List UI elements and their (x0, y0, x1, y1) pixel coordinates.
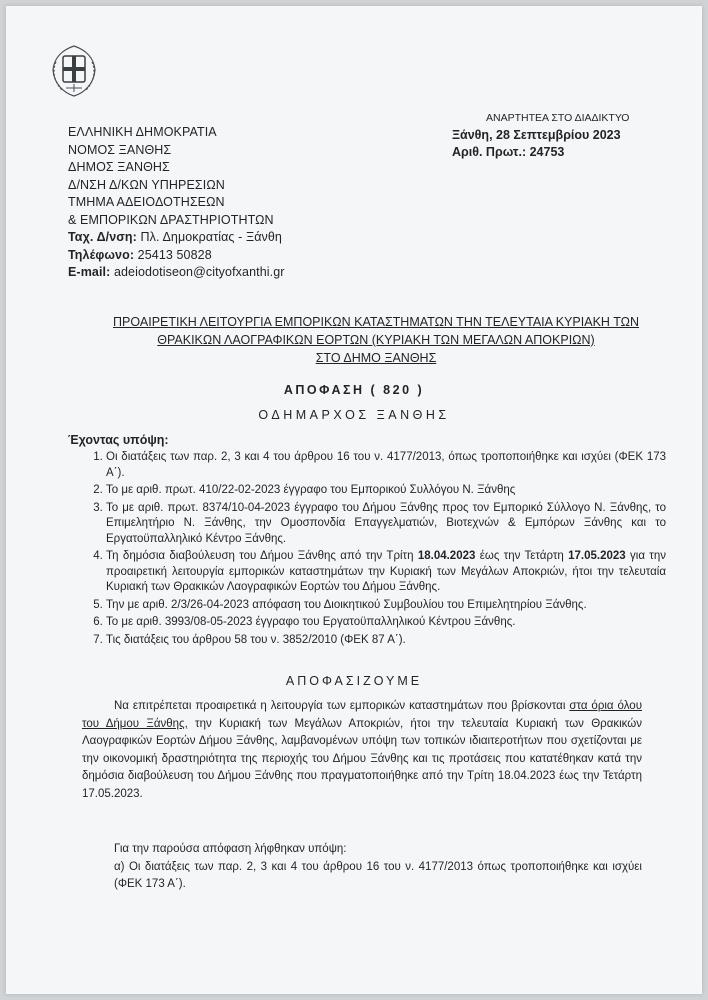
address-label: Ταχ. Δ/νση: (68, 230, 137, 244)
list-item: 6. Το με αριθ. 3993/08-05-2023 έγγραφο του Εργατοϋπαλληλικού Κέντρου Ξάνθης. (106, 615, 666, 631)
protocol-number: Αριθ. Πρωτ.: 24753 (452, 145, 565, 159)
paragraph-text: Να επιτρέπεται προαιρετικά η λειτουργία των εμπορικών καταστημάτων που βρίσκονται (114, 700, 570, 712)
list-item: 2. Το με αριθ. πρωτ. 410/22-02-2023 έγγραφο του Εμπορικού Συλλόγου Ν. Ξάνθης (106, 483, 666, 499)
title-line: ΘΡΑΚΙΚΩΝ ΛΑΟΓΡΑΦΙΚΩΝ ΕΟΡΤΩΝ (ΚΥΡΙΑΚΗ ΤΩΝ ΜΕΓΑΛΩΝ ΑΠΟΚΡΙΩΝ) (157, 333, 595, 347)
item-text: έως την Τετάρτη (475, 550, 569, 562)
address-value: Πλ. Δημοκρατίας - Ξάνθη (140, 230, 282, 244)
item-date-bold: 17.05.2023 (568, 550, 626, 562)
posted-note: ΑΝΑΡΤΗΤΕΑ ΣΤΟ ΔΙΑΔΙΚΤΥΟ (486, 112, 630, 124)
item-date-bold: 18.04.2023 (417, 550, 476, 562)
list-item: 1. Οι διατάξεις των παρ. 2, 3 και 4 του άρθρου 16 του ν. 4177/2013, όπως τροποποιήθηκε και ισχύει (ΦΕΚ 173 Α΄). (106, 450, 666, 481)
item-text: για την προαιρετική λειτουργία εμπορικών καταστημάτων την Κυριακή των Μεγάλων Αποκριών, ήτοι την τελευταία Κυριακή των Θρακικών Λαογραφικών Εορτών του Δήμου Ξάνθης. (106, 550, 666, 593)
greek-coat-of-arms-icon (44, 40, 104, 100)
issuer-line: & ΕΜΠΟΡΙΚΩΝ ΔΡΑΣΤΗΡΙΟΤΗΤΩΝ (68, 212, 274, 227)
phone-label: Τηλέφωνο: (68, 247, 135, 262)
doc-meta-block (452, 110, 629, 161)
issuer-block (68, 124, 285, 282)
paragraph-line: Για την παρούσα απόφαση λήφθηκαν υπόψη: (114, 843, 347, 855)
phone-row (68, 247, 285, 265)
address-row (68, 229, 285, 247)
title-line: ΣΤΟ ΔΗΜΟ ΞΑΝΘΗΣ (315, 351, 437, 365)
phone-value: 25413 50828 (137, 247, 212, 262)
decision-heading: ΑΠΟΦΑΣΗ ( 820 ) (283, 383, 425, 397)
considered-paragraph (82, 841, 642, 894)
considerations-list (82, 450, 666, 650)
issuer-line: ΝΟΜΟΣ ΞΑΝΘΗΣ (68, 142, 172, 157)
paragraph-line: α) Οι διατάξεις των παρ. 2, 3 και 4 του άρθρου 16 του ν. 4177/2013 όπως τροποποιήθηκε και ισχύει (ΦΕΚ 173 Α΄). (114, 860, 642, 890)
email-value: adeiodotiseon@cityofxanthi.gr (113, 265, 285, 279)
list-item (106, 549, 666, 596)
list-item: 3. Το με αριθ. πρωτ. 8374/10-04-2023 έγγραφο του Δήμου Ξάνθης προς τον Εμπορικό Σύλλογο Ν. Ξάνθης, το Επιμελητήριο Ν. Ξάνθης, την Ομοσπονδία Επαγγελματιών, Βιοτεχνών & Εμπόρων Ξάνθης και το Εργατοϋπαλληλικό Κέντρο Ξάνθης. (106, 501, 666, 548)
mayor-heading: ΟΔΗΜΑΡΧΟΣ ΞΑΝΘΗΣ (258, 408, 450, 422)
considering-heading: Έχοντας υπόψη: (68, 433, 169, 447)
list-item: 7. Τις διατάξεις του άρθρου 58 του ν. 3852/2010 (ΦΕΚ 87 Α΄). (106, 633, 666, 649)
title-line: ΠΡΟΑΙΡΕΤΙΚΗ ΛΕΙΤΟΥΡΓΙΑ ΕΜΠΟΡΙΚΩΝ ΚΑΤΑΣΤΗΜΑΤΩΝ ΤΗΝ ΤΕΛΕΥΤΑΙΑ ΚΥΡΙΑΚΗ ΤΩΝ (113, 315, 639, 329)
document-title (76, 313, 676, 367)
document-page (6, 6, 702, 994)
paragraph-text: την Κυριακή των Μεγάλων Αποκριών, ήτοι την τελευταία Κυριακή των Θρακικών Λαογραφικών Εορτών Δήμου Ξάνθης, λαμβανομένων υπόψη των τοπικών ιδιαιτεροτήτων που σχετίζονται με την οικονομική δραστηριότητα της περιοχής του Δήμου Ξάνθης και τις προτάσεις που κατατέθηκαν κατά την δημόσια διαβούλευση του Δήμου Ξάνθης που πραγματοποιήθηκε από την Τρίτη 18.04.2023 έως την Τετάρτη 17.05.2023. (82, 717, 642, 800)
paragraph-underlined: στα όρια όλου του Δήμου Ξάνθης, (82, 700, 642, 730)
doc-date: Ξάνθη, 28 Σεπτεμβρίου 2023 (452, 128, 621, 142)
list-item: 5. Την με αριθ. 2/3/26-04-2023 απόφαση του Διοικητικού Συμβουλίου του Επιμελητηρίου Ξάνθης. (106, 598, 666, 614)
issuer-line: ΔΗΜΟΣ ΞΑΝΘΗΣ (68, 160, 170, 174)
email-row (68, 264, 285, 282)
decision-paragraph (82, 698, 642, 803)
issuer-line: ΕΛΛΗΝΙΚΗ ΔΗΜΟΚΡΑΤΙΑ (68, 125, 217, 139)
we-decide-heading: ΑΠΟΦΑΣΙΖΟΥΜΕ (285, 674, 423, 688)
issuer-line: ΤΜΗΜΑ ΑΔΕΙΟΔΟΤΗΣΕΩΝ (68, 195, 225, 209)
item-text: Τη δημόσια διαβούλευση του Δήμου Ξάνθης από την Τρίτη (106, 550, 418, 562)
email-label: E-mail: (68, 265, 111, 279)
issuer-line: Δ/ΝΣΗ Δ/ΚΩΝ ΥΠΗΡΕΣΙΩΝ (68, 177, 225, 192)
